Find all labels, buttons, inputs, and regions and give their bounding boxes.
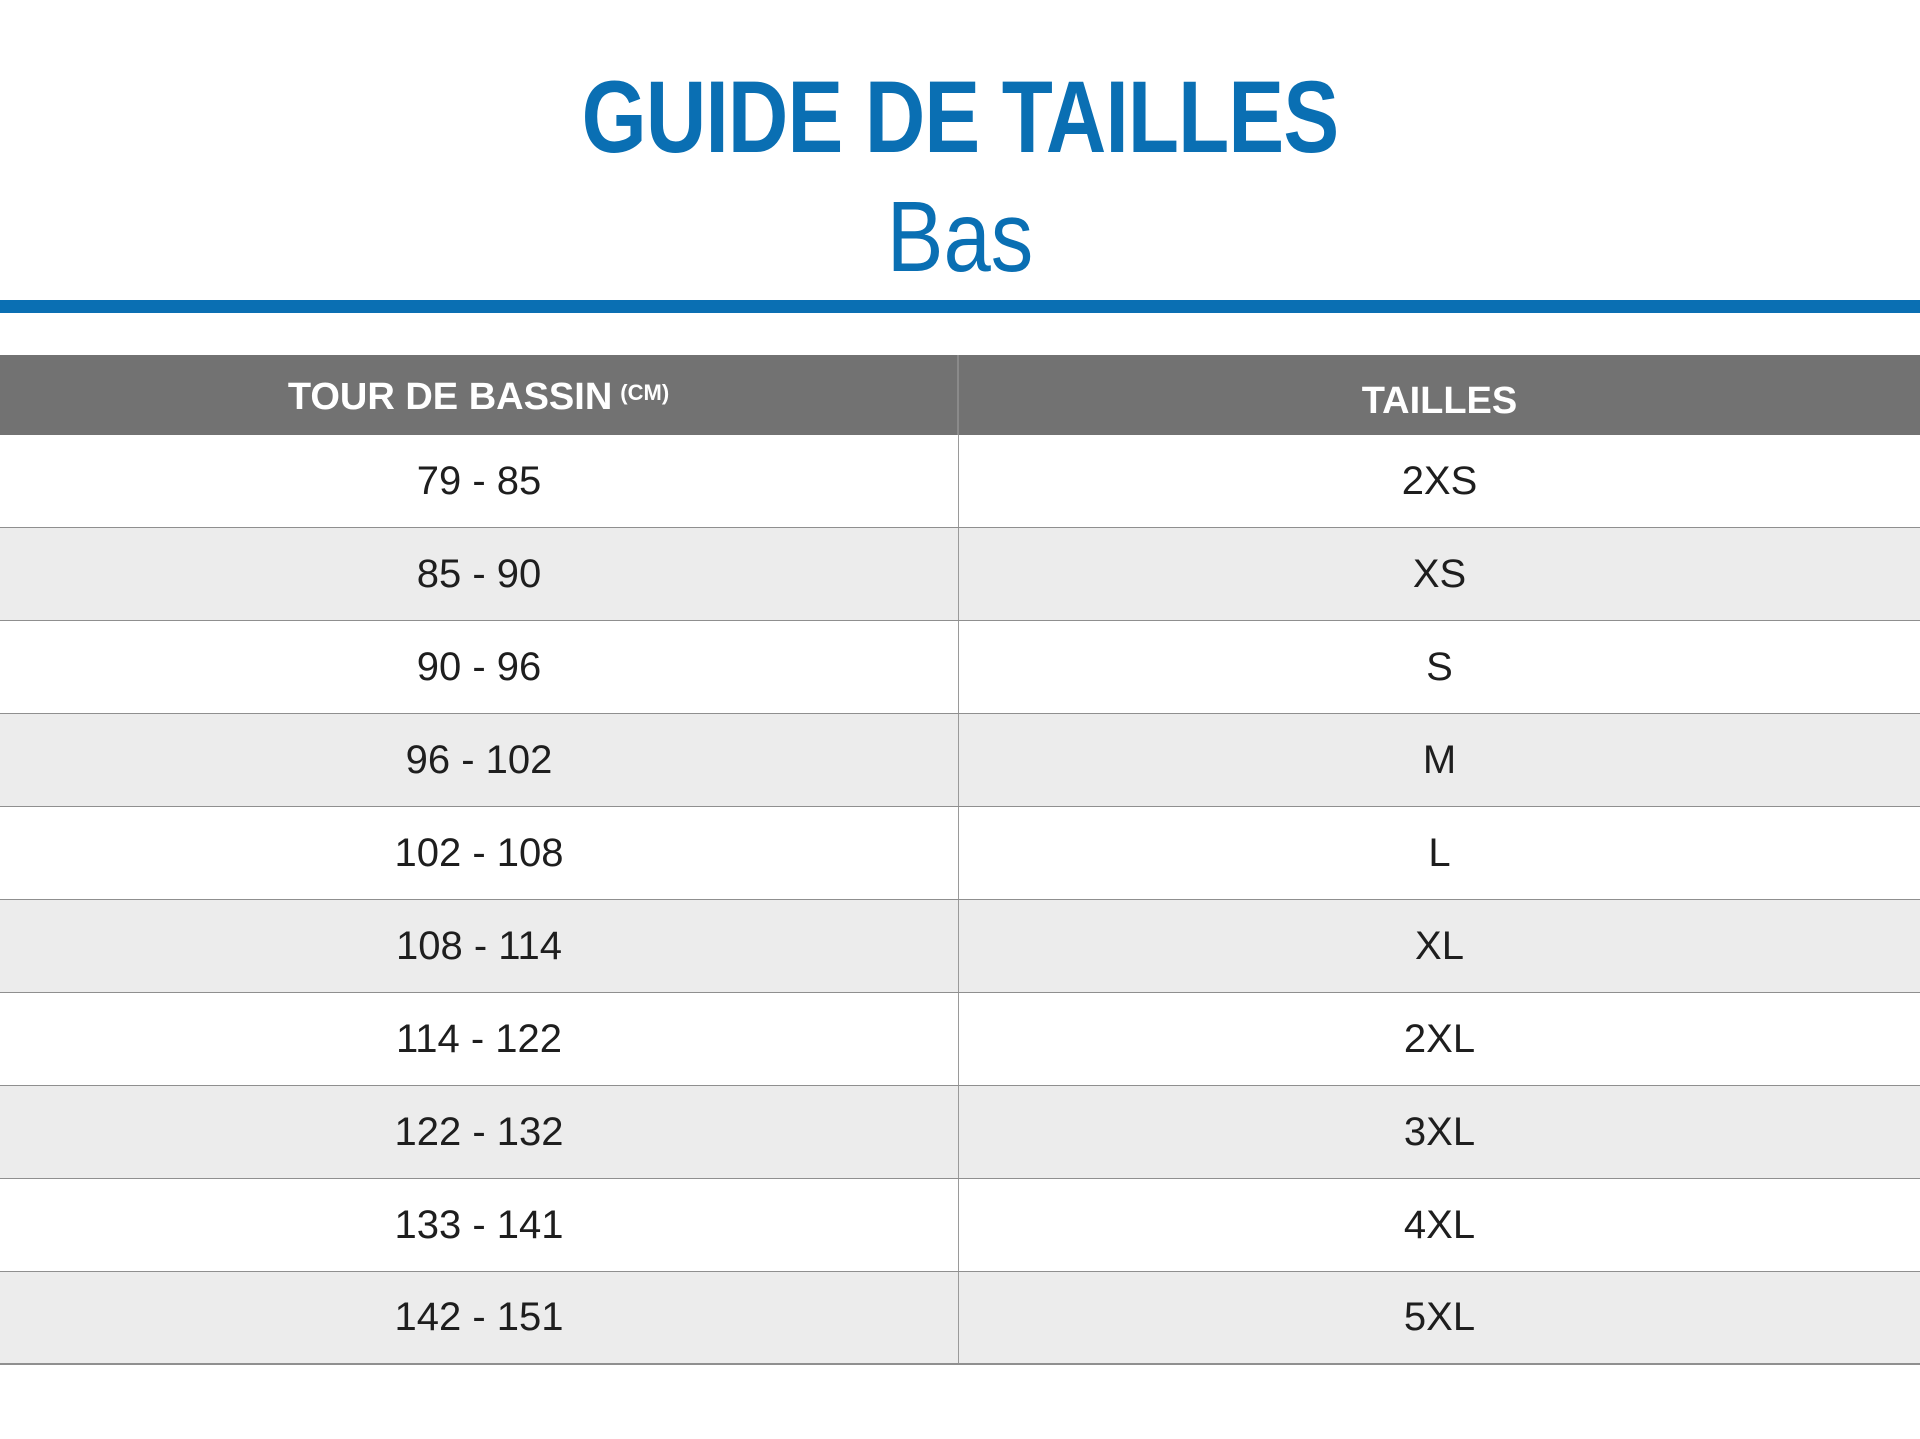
size-cell: L bbox=[1428, 830, 1451, 875]
hip-range-cell: 108 - 114 bbox=[0, 900, 959, 992]
size-table bbox=[0, 355, 1920, 1365]
hip-range-cell: 122 - 132 bbox=[0, 1086, 959, 1178]
hip-range-cell: 96 - 102 bbox=[0, 714, 959, 806]
column-header-hip-label: TOUR DE BASSIN bbox=[287, 375, 613, 418]
guide-header bbox=[0, 0, 1920, 300]
table-header bbox=[0, 355, 1920, 435]
table-row bbox=[0, 900, 1920, 993]
hip-range-cell: 133 - 141 bbox=[0, 1179, 959, 1271]
column-header-size bbox=[959, 355, 1920, 435]
size-cell: 5XL bbox=[1403, 1295, 1476, 1339]
column-header-hip bbox=[0, 355, 959, 435]
header-divider bbox=[0, 300, 1920, 313]
hip-range-cell: 114 - 122 bbox=[0, 993, 959, 1085]
size-cell: 2XL bbox=[1403, 1016, 1476, 1061]
table-row bbox=[0, 714, 1920, 807]
hip-range-cell: 79 - 85 bbox=[0, 435, 959, 527]
page-subtitle: Bas bbox=[886, 181, 1034, 293]
size-cell: M bbox=[1422, 737, 1457, 782]
size-cell: S bbox=[1426, 644, 1453, 689]
size-cell: 2XS bbox=[1401, 458, 1478, 503]
size-cell: 3XL bbox=[1403, 1109, 1476, 1154]
hip-range-cell: 102 - 108 bbox=[0, 807, 959, 899]
column-header-size-label: TAILLES bbox=[1361, 379, 1518, 422]
table-row bbox=[0, 435, 1920, 528]
size-cell: 4XL bbox=[1403, 1202, 1476, 1247]
hip-range-cell: 142 - 151 bbox=[0, 1272, 959, 1363]
table-row bbox=[0, 1179, 1920, 1272]
size-cell: XS bbox=[1412, 551, 1467, 596]
column-header-hip-unit: (CM) bbox=[620, 380, 670, 405]
table-row bbox=[0, 1272, 1920, 1365]
hip-range-cell: 90 - 96 bbox=[0, 621, 959, 713]
table-row bbox=[0, 993, 1920, 1086]
table-row bbox=[0, 1086, 1920, 1179]
size-cell: XL bbox=[1415, 923, 1464, 968]
page-title: GUIDE DE TAILLES bbox=[581, 60, 1339, 174]
table-row bbox=[0, 807, 1920, 900]
hip-range-cell: 85 - 90 bbox=[0, 528, 959, 620]
table-row bbox=[0, 621, 1920, 714]
table-row bbox=[0, 528, 1920, 621]
